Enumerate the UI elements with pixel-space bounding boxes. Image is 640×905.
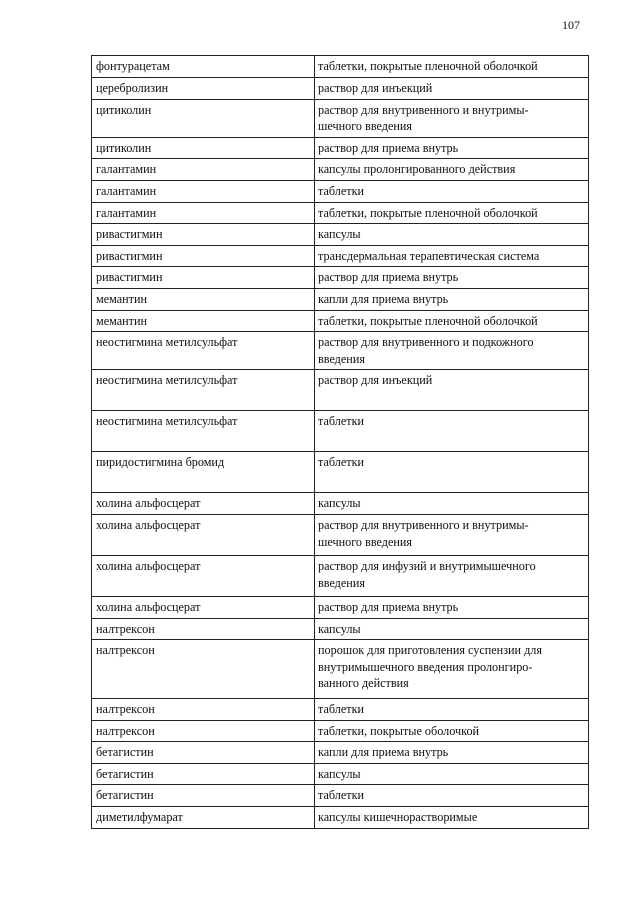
drug-name-cell: пиридостигмина бромид <box>92 452 315 493</box>
drug-name-cell: галантамин <box>92 202 315 224</box>
table-row <box>92 159 589 181</box>
table-row <box>92 137 589 159</box>
drug-name-cell: неостигмина метилсульфат <box>92 332 315 370</box>
dosage-form-cell: капли для приема внутрь <box>315 288 589 310</box>
table-row <box>92 56 589 78</box>
table-row <box>92 180 589 202</box>
table-row <box>92 493 589 515</box>
drug-name-cell: бетагистин <box>92 742 315 764</box>
dosage-form-cell: таблетки, покрытые пленочной оболочкой <box>315 202 589 224</box>
drug-name-cell: неостигмина метилсульфат <box>92 370 315 411</box>
drug-name-cell: церебролизин <box>92 77 315 99</box>
table-row <box>92 245 589 267</box>
dosage-form-cell: порошок для приготовления суспензии для внутримышечного введения пролонгиро- ванного действия <box>315 640 589 699</box>
table-row <box>92 332 589 370</box>
drug-name-cell: налтрексон <box>92 618 315 640</box>
dosage-form-cell: раствор для внутривенного и подкожного введения <box>315 332 589 370</box>
table-row <box>92 224 589 246</box>
table-row <box>92 785 589 807</box>
dosage-form-cell: таблетки <box>315 452 589 493</box>
drug-name-cell: ривастигмин <box>92 224 315 246</box>
table-row <box>92 370 589 411</box>
drug-table <box>91 55 589 829</box>
drug-name-cell: цитиколин <box>92 137 315 159</box>
dosage-form-cell: таблетки, покрытые пленочной оболочкой <box>315 56 589 78</box>
drug-name-cell: налтрексон <box>92 699 315 721</box>
dosage-form-cell: раствор для внутривенного и внутримы- шечного введения <box>315 99 589 137</box>
table-row <box>92 514 589 555</box>
drug-name-cell: диметилфумарат <box>92 807 315 829</box>
table-row <box>92 267 589 289</box>
table-row <box>92 742 589 764</box>
table-row <box>92 618 589 640</box>
dosage-form-cell: капсулы <box>315 224 589 246</box>
table-row <box>92 640 589 699</box>
dosage-form-cell: таблетки <box>315 785 589 807</box>
drug-name-cell: бетагистин <box>92 785 315 807</box>
dosage-form-cell: таблетки <box>315 411 589 452</box>
dosage-form-cell: капсулы кишечнорастворимые <box>315 807 589 829</box>
dosage-form-cell: капли для приема внутрь <box>315 742 589 764</box>
dosage-form-cell: таблетки <box>315 180 589 202</box>
table-row <box>92 807 589 829</box>
dosage-form-cell: раствор для приема внутрь <box>315 267 589 289</box>
dosage-form-cell: таблетки <box>315 699 589 721</box>
table-row <box>92 411 589 452</box>
drug-name-cell: фонтурацетам <box>92 56 315 78</box>
drug-name-cell: холина альфосцерат <box>92 596 315 618</box>
dosage-form-cell: раствор для инфузий и внутримышечного введения <box>315 555 589 596</box>
table-row <box>92 99 589 137</box>
table-row <box>92 77 589 99</box>
dosage-form-cell: таблетки, покрытые оболочкой <box>315 720 589 742</box>
dosage-form-cell: раствор для приема внутрь <box>315 137 589 159</box>
drug-name-cell: ривастигмин <box>92 267 315 289</box>
table-row <box>92 720 589 742</box>
table-row <box>92 555 589 596</box>
table-row <box>92 310 589 332</box>
drug-table-body <box>92 56 589 829</box>
drug-name-cell: неостигмина метилсульфат <box>92 411 315 452</box>
page-number: 107 <box>562 18 580 32</box>
drug-name-cell: холина альфосцерат <box>92 514 315 555</box>
drug-name-cell: налтрексон <box>92 720 315 742</box>
drug-name-cell: ривастигмин <box>92 245 315 267</box>
drug-name-cell: налтрексон <box>92 640 315 699</box>
dosage-form-cell: таблетки, покрытые пленочной оболочкой <box>315 310 589 332</box>
dosage-form-cell: раствор для инъекций <box>315 77 589 99</box>
drug-name-cell: цитиколин <box>92 99 315 137</box>
table-row <box>92 596 589 618</box>
dosage-form-cell: капсулы пролонгированного действия <box>315 159 589 181</box>
table-row <box>92 452 589 493</box>
drug-name-cell: галантамин <box>92 159 315 181</box>
drug-name-cell: холина альфосцерат <box>92 493 315 515</box>
table-row <box>92 288 589 310</box>
drug-name-cell: мемантин <box>92 310 315 332</box>
drug-name-cell: галантамин <box>92 180 315 202</box>
dosage-form-cell: раствор для приема внутрь <box>315 596 589 618</box>
dosage-form-cell: капсулы <box>315 618 589 640</box>
table-row <box>92 763 589 785</box>
dosage-form-cell: раствор для внутривенного и внутримы- шечного введения <box>315 514 589 555</box>
dosage-form-cell: капсулы <box>315 493 589 515</box>
dosage-form-cell: трансдермальная терапевтическая система <box>315 245 589 267</box>
table-row <box>92 699 589 721</box>
dosage-form-cell: раствор для инъекций <box>315 370 589 411</box>
table-row <box>92 202 589 224</box>
dosage-form-cell: капсулы <box>315 763 589 785</box>
drug-name-cell: холина альфосцерат <box>92 555 315 596</box>
drug-name-cell: бетагистин <box>92 763 315 785</box>
drug-name-cell: мемантин <box>92 288 315 310</box>
